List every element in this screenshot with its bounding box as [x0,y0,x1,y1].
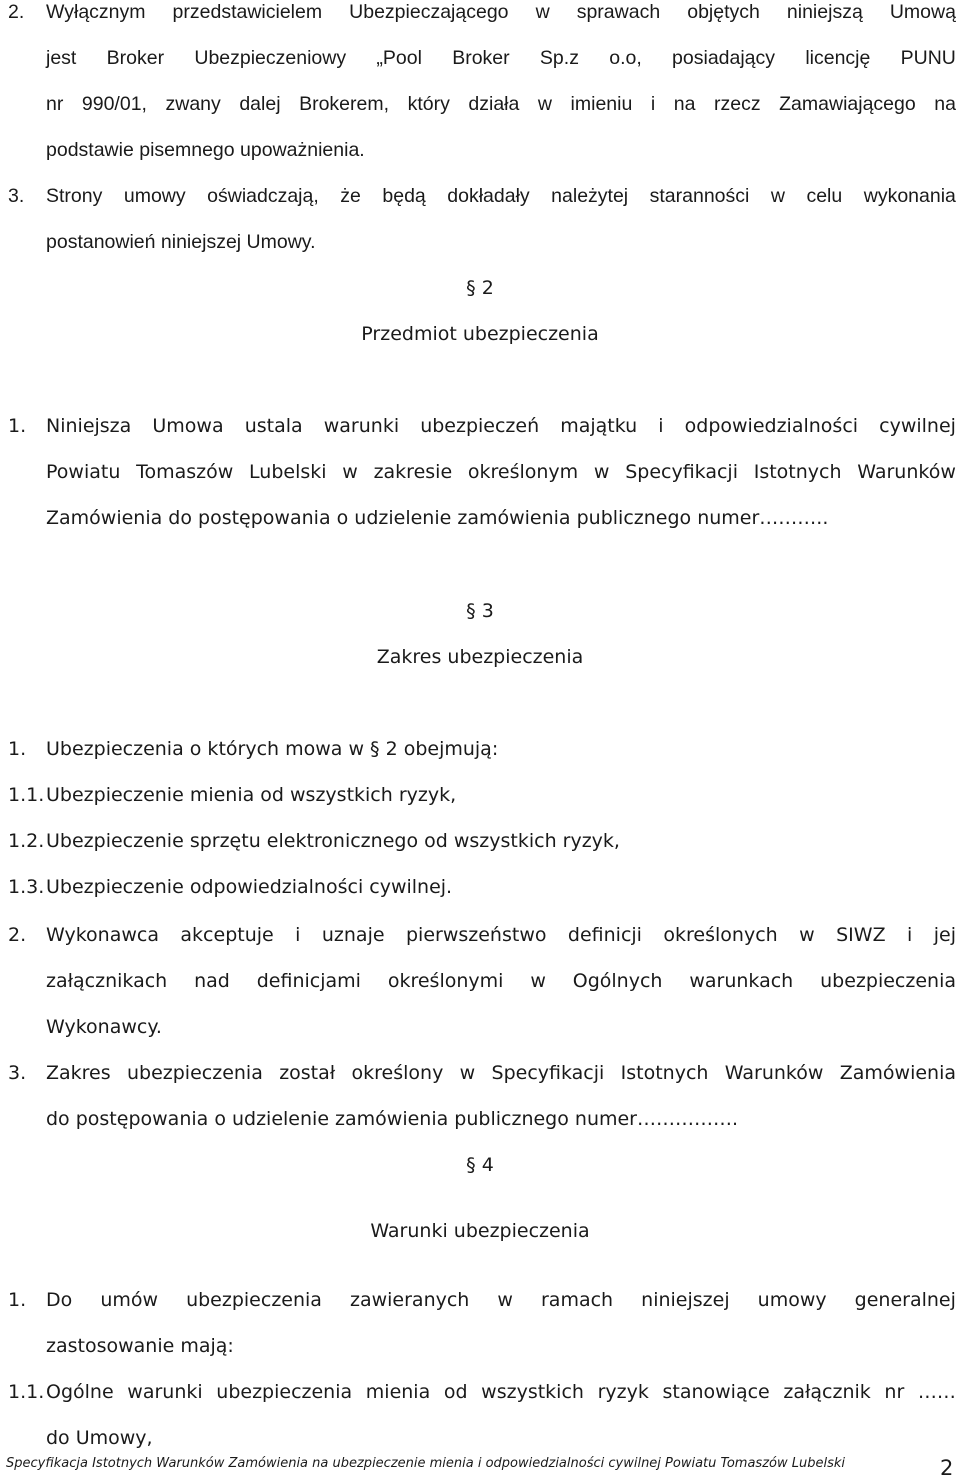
paragraph-line: Wykonawca akceptuje i uznaje pierwszeństwo definicji określonych w SIWZ i jej [46,924,956,946]
paragraph-line: Zamówienia do postępowania o udzielenie zamówienia publicznego numer……….. [46,507,829,529]
subitem-number: 1.1. [8,784,45,806]
subitem-text: Ubezpieczenie mienia od wszystkich ryzyk, [46,784,457,806]
paragraph-line: postanowień niniejszej Umowy. [46,231,316,253]
paragraph-line: Do umów ubezpieczenia zawieranych w ramach niniejszej umowy generalnej [46,1289,956,1311]
paragraph-line: jest Broker Ubezpieczeniowy „Pool Broker Sp.z o.o, posiadający licencję PUNU [46,47,956,69]
paragraph-line: Zakres ubezpieczenia został określony w Specyfikacji Istotnych Warunków Zamówienia [46,1062,956,1084]
paragraph-line: Wyłącznym przedstawicielem Ubezpieczającego w sprawach objętych niniejszą Umową [46,1,956,23]
paragraph-number: 2. [8,1,25,23]
subitem-number: 1.1. [8,1381,45,1403]
section-title: Przedmiot ubezpieczenia [361,323,599,345]
paragraph-line: nr 990/01, zwany dalej Brokerem, który działa w imieniu i na rzecz Zamawiającego na [46,93,956,115]
paragraph-line: Ubezpieczenia o których mowa w § 2 obejmują: [46,738,499,760]
paragraph-number: 3. [8,185,25,207]
subitem-text: Ubezpieczenie odpowiedzialności cywilnej. [46,876,453,898]
section-mark: § 2 [466,277,494,299]
paragraph-line: Powiatu Tomaszów Lubelski w zakresie określonym w Specyfikacji Istotnych Warunków [46,461,956,483]
paragraph-number: 2. [8,924,27,946]
paragraph-number: 1. [8,738,27,760]
paragraph-line: podstawie pisemnego upoważnienia. [46,139,365,161]
paragraph-line: Strony umowy oświadczają, że będą dokładały należytej staranności w celu wykonania [46,185,956,207]
subitem-text: Ubezpieczenie sprzętu elektronicznego od wszystkich ryzyk, [46,830,620,852]
paragraph-line: zastosowanie mają: [46,1335,234,1357]
paragraph-number: 3. [8,1062,27,1084]
subitem-number: 1.3. [8,876,45,898]
paragraph-line: załącznikach nad definicjami określonymi w Ogólnych warunkach ubezpieczenia [46,970,956,992]
section-mark: § 3 [466,600,494,622]
subitem-line: Ogólne warunki ubezpieczenia mienia od wszystkich ryzyk stanowiące załącznik nr …… [46,1381,956,1403]
paragraph-line: do postępowania o udzielenie zamówienia publicznego numer……………. [46,1108,739,1130]
page-footer: Specyfikacja Istotnych Warunków Zamówienia na ubezpieczenie mienia i odpowiedzialności cywilnej Powiatu Tomaszów Lubelski [6,1456,846,1471]
paragraph-number: 1. [8,1289,27,1311]
paragraph-line: Wykonawcy. [46,1016,162,1038]
paragraph-line: Niniejsza Umowa ustala warunki ubezpieczeń majątku i odpowiedzialności cywilnej [46,415,956,437]
section-title: Zakres ubezpieczenia [376,646,584,668]
subitem-line: do Umowy, [46,1427,153,1449]
subitem-number: 1.2. [8,830,45,852]
page-number: 2 [940,1456,954,1480]
section-mark: § 4 [466,1154,494,1176]
paragraph-number: 1. [8,415,27,437]
section-title: Warunki ubezpieczenia [370,1220,590,1242]
